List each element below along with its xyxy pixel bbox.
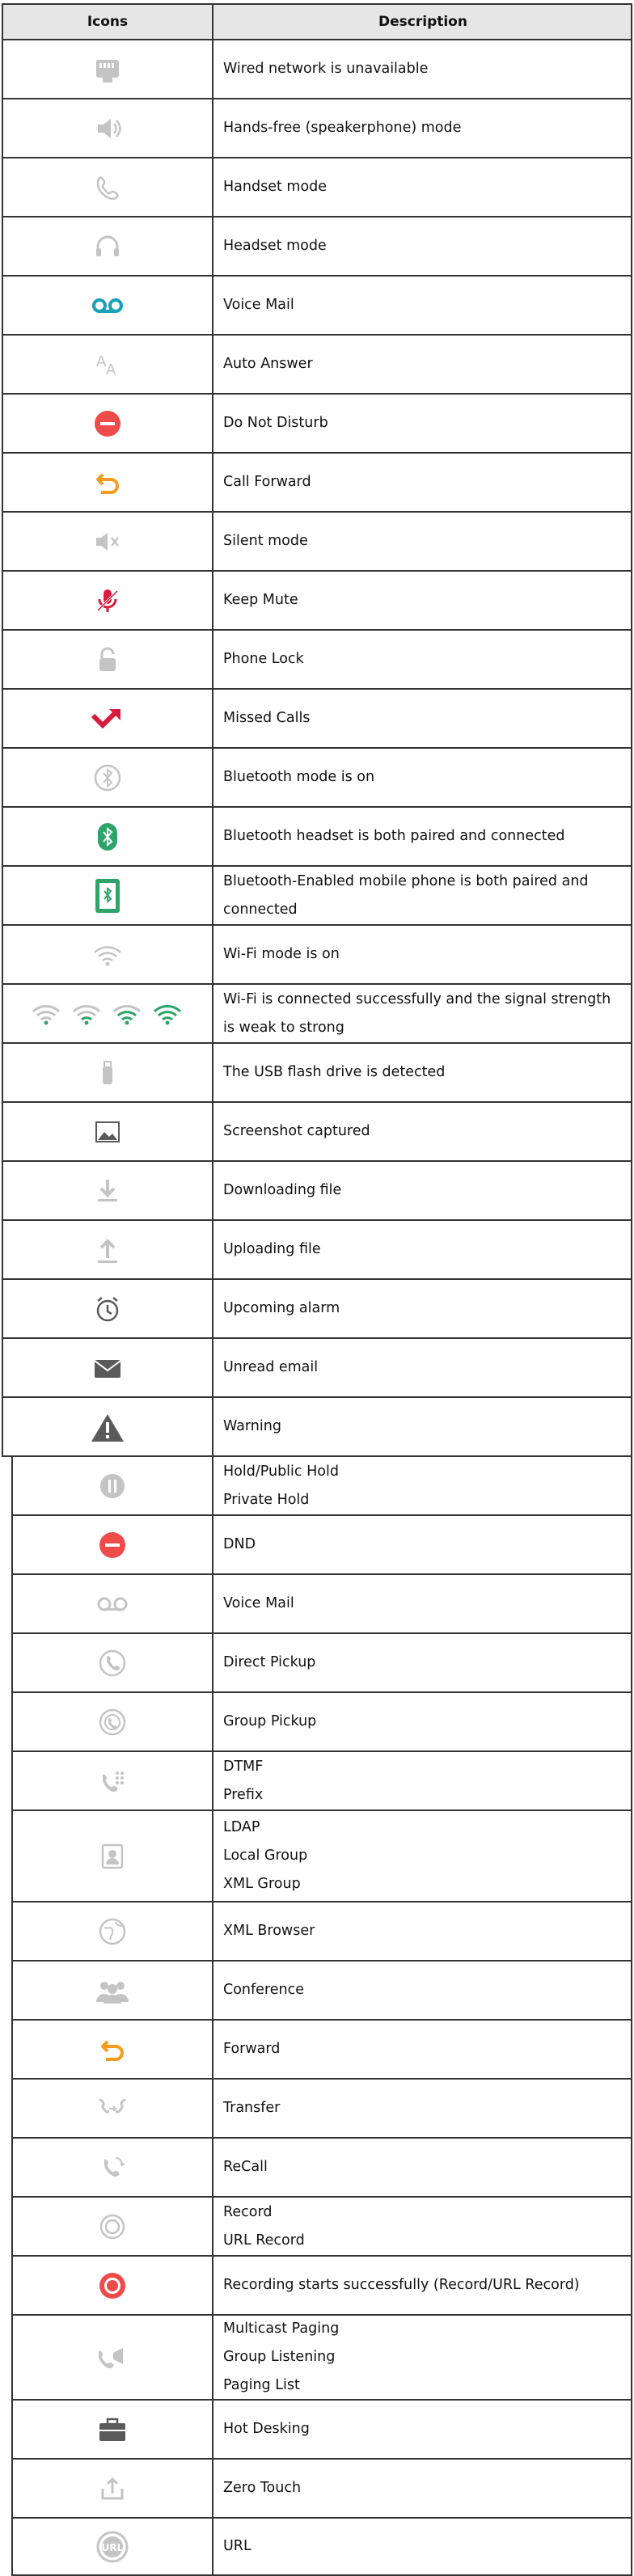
table-row <box>2 808 632 867</box>
bluetooth-on-icon <box>91 762 124 794</box>
icon-cell <box>13 1811 212 1901</box>
description-text: Do Not Disturb <box>223 415 328 431</box>
description-text: Group Listening <box>223 2349 336 2365</box>
description-text: Hot Desking <box>223 2421 310 2437</box>
description-cell <box>212 454 631 511</box>
group-pickup-icon <box>96 1706 129 1738</box>
description-text: Headset mode <box>223 238 327 254</box>
description-text: Keep Mute <box>223 592 298 608</box>
icon-cell <box>13 2460 212 2517</box>
contact-directory-icon <box>96 1840 129 1873</box>
table-row <box>2 395 632 454</box>
table-row <box>11 2460 632 2519</box>
table-row <box>2 1398 632 1457</box>
icon-cell <box>3 99 212 157</box>
keep-mute-icon <box>91 585 124 617</box>
description-column-header: Description <box>212 5 632 39</box>
svg-text:A: A <box>96 353 107 370</box>
description-text: Bluetooth mode is on <box>223 769 375 785</box>
auto-answer-icon <box>91 348 124 381</box>
table-row <box>11 2139 632 2198</box>
description-text: Hold/Public Hold <box>223 1463 339 1480</box>
table-row <box>2 867 632 926</box>
table-row <box>2 926 632 985</box>
description-text: Phone Lock <box>223 651 304 667</box>
description-cell <box>212 158 631 216</box>
description-cell <box>212 2316 631 2399</box>
warning-icon <box>90 1411 125 1443</box>
description-text: Record <box>223 2203 273 2220</box>
description-cell <box>212 217 631 275</box>
description-text: Call Forward <box>223 474 311 490</box>
description-text: Wi-Fi mode is on <box>223 946 340 962</box>
description-text: Local Group <box>223 1848 308 1864</box>
description-cell <box>212 1516 631 1573</box>
description-cell <box>212 2460 631 2517</box>
icon-cell <box>3 217 212 275</box>
description-cell <box>212 1811 631 1901</box>
svg-text:URL: URL <box>101 2541 124 2553</box>
icon-cell <box>3 1103 212 1160</box>
description-cell <box>212 2257 631 2314</box>
description-text: is weak to strong <box>223 1019 344 1036</box>
table-row <box>11 1634 632 1693</box>
upload-icon <box>91 1234 124 1266</box>
phone-lock-icon <box>91 644 124 676</box>
description-text: Private Hold <box>223 1491 310 1508</box>
icon-cell <box>3 1162 212 1219</box>
description-text: Direct Pickup <box>223 1654 316 1670</box>
description-text: Unread email <box>223 1359 319 1375</box>
description-text: LDAP <box>223 1819 260 1835</box>
table-row <box>2 1221 632 1280</box>
description-cell <box>212 690 631 747</box>
description-cell <box>212 985 631 1042</box>
description-cell <box>212 2080 631 2137</box>
description-text: DTMF <box>223 1758 264 1775</box>
table-row <box>11 1575 632 1634</box>
description-text: Multicast Paging <box>223 2321 340 2337</box>
icon-cell <box>3 926 212 983</box>
paging-icon <box>92 2342 133 2374</box>
table-row <box>2 277 632 336</box>
recording-active-icon <box>96 2270 129 2302</box>
icon-cell <box>3 336 212 393</box>
description-cell <box>212 2401 631 2458</box>
hold-icon <box>96 1470 129 1502</box>
table-row <box>2 336 632 395</box>
bluetooth-mobile-icon <box>94 877 121 914</box>
conference-icon <box>92 1974 133 2007</box>
xml-browser-icon <box>96 1915 129 1948</box>
description-text: Bluetooth headset is both paired and connected <box>223 828 565 844</box>
description-cell <box>212 1693 631 1750</box>
description-text: Group Pickup <box>223 1713 317 1729</box>
table-row <box>2 158 632 217</box>
wired-network-unavailable-icon <box>91 53 124 86</box>
table-row <box>11 2401 632 2460</box>
bluetooth-headset-icon <box>95 821 120 853</box>
table-row <box>11 2080 632 2139</box>
description-text: Bluetooth-Enabled mobile phone is both paired and <box>223 872 589 889</box>
table-header-row <box>2 3 632 40</box>
hot-desking-icon <box>95 2413 130 2446</box>
voicemail-gray-icon <box>95 1592 130 1616</box>
call-forward-icon <box>91 467 124 499</box>
description-text: Uploading file <box>223 1241 321 1257</box>
icon-cell <box>3 808 212 865</box>
table-row <box>2 99 632 158</box>
description-cell <box>212 1103 631 1160</box>
forward-icon <box>96 2033 129 2066</box>
icon-cell <box>3 631 212 688</box>
wifi-signal-level-icon <box>151 1002 185 1026</box>
silent-mode-icon <box>91 526 124 558</box>
description-text: Hands-free (speakerphone) mode <box>223 120 462 136</box>
table-row <box>2 1103 632 1162</box>
icon-cell <box>13 1575 212 1632</box>
icon-cell <box>13 1634 212 1691</box>
icons-column-header: Icons <box>87 14 129 30</box>
table-row <box>11 1752 632 1811</box>
wifi-strength-icons <box>30 1002 185 1026</box>
description-cell <box>212 336 631 393</box>
icon-cell <box>3 513 212 570</box>
description-text: Voice Mail <box>223 1595 294 1611</box>
direct-pickup-icon <box>96 1647 129 1679</box>
table-row <box>2 1162 632 1221</box>
wifi-signal-level-icon <box>111 1002 145 1026</box>
description-text: DND <box>223 1536 256 1552</box>
table-row <box>2 690 632 749</box>
table-row <box>11 1962 632 2021</box>
description-text: Missed Calls <box>223 710 311 726</box>
voicemail-icon <box>90 293 125 318</box>
table-row <box>2 454 632 513</box>
email-icon <box>91 1353 124 1383</box>
icon-cell <box>3 40 212 98</box>
description-text: Transfer <box>223 2100 281 2116</box>
table-row <box>2 985 632 1044</box>
description-text: Voice Mail <box>223 297 294 313</box>
icon-cell <box>13 2401 212 2458</box>
do-not-disturb-icon <box>93 409 122 438</box>
dnd-icon <box>98 1531 127 1560</box>
description-cell <box>212 1280 631 1337</box>
icon-cell <box>13 1516 212 1573</box>
description-cell <box>212 2198 631 2255</box>
description-cell <box>212 1339 631 1396</box>
description-text: Silent mode <box>223 533 308 549</box>
table-row <box>11 1693 632 1752</box>
description-text: Forward <box>223 2041 281 2057</box>
alarm-icon <box>91 1293 124 1325</box>
table-row <box>11 2316 632 2401</box>
icon-cell <box>3 1280 212 1337</box>
description-cell <box>212 749 631 806</box>
icon-cell <box>13 2021 212 2078</box>
description-cell <box>212 1221 631 1278</box>
description-cell <box>212 395 631 452</box>
description-text: Upcoming alarm <box>223 1300 340 1316</box>
icon-cell <box>3 1044 212 1101</box>
icon-cell <box>3 454 212 511</box>
description-cell <box>212 572 631 629</box>
description-cell <box>212 808 631 865</box>
description-cell <box>212 1398 631 1455</box>
icon-cell <box>3 277 212 334</box>
icon-cell <box>3 690 212 747</box>
table-row <box>2 1339 632 1398</box>
icon-cell <box>13 2519 212 2574</box>
headset-icon <box>91 230 124 263</box>
icon-cell <box>3 158 212 216</box>
description-text: Screenshot captured <box>223 1123 370 1139</box>
description-text: URL Record <box>223 2232 305 2249</box>
icon-cell <box>3 395 212 452</box>
description-text: ReCall <box>223 2159 268 2175</box>
transfer-icon <box>95 2092 130 2125</box>
wifi-signal-level-icon <box>70 1002 104 1026</box>
icon-cell <box>13 1752 212 1810</box>
table-row <box>11 1811 632 1902</box>
wifi-on-icon <box>91 943 124 967</box>
icon-cell <box>13 1902 212 1960</box>
description-text: Zero Touch <box>223 2480 302 2496</box>
description-cell <box>212 631 631 688</box>
description-text: Paging List <box>223 2377 300 2393</box>
description-cell <box>212 513 631 570</box>
icon-cell <box>13 2080 212 2137</box>
description-cell <box>212 1575 631 1632</box>
icon-cell <box>3 1221 212 1278</box>
icon-cell <box>13 2139 212 2196</box>
table-row <box>11 1902 632 1962</box>
table-row <box>2 572 632 631</box>
icon-cell <box>13 1693 212 1750</box>
description-cell <box>212 1457 631 1514</box>
table-row <box>2 631 632 690</box>
table-row <box>11 2021 632 2080</box>
description-text: Prefix <box>223 1786 264 1803</box>
description-text: Handset mode <box>223 179 328 195</box>
description-cell <box>212 1162 631 1219</box>
icon-cell <box>3 749 212 806</box>
icon-cell <box>3 1339 212 1396</box>
description-text: Warning <box>223 1418 281 1434</box>
icon-cell <box>13 2198 212 2255</box>
table-row <box>2 40 632 99</box>
usb-drive-icon <box>95 1057 120 1089</box>
description-cell <box>212 99 631 157</box>
table-row <box>2 513 632 572</box>
icon-cell <box>13 1962 212 2019</box>
screenshot-icon <box>91 1117 124 1147</box>
icon-cell <box>3 572 212 629</box>
description-text: Auto Answer <box>223 356 313 372</box>
description-cell <box>212 1962 631 2019</box>
description-cell <box>212 277 631 334</box>
table-row <box>11 2198 632 2257</box>
icon-cell <box>3 1398 212 1455</box>
description-text: The USB flash drive is detected <box>223 1064 446 1080</box>
svg-text:A: A <box>106 361 116 378</box>
description-text: connected <box>223 901 298 918</box>
handset-icon <box>91 171 124 204</box>
description-cell <box>212 867 631 924</box>
description-cell <box>212 40 631 98</box>
table-row <box>2 1280 632 1339</box>
download-icon <box>91 1175 124 1207</box>
description-cell <box>212 2021 631 2078</box>
icon-cell <box>13 2316 212 2399</box>
description-text: XML Browser <box>223 1923 315 1939</box>
description-text: Conference <box>223 1982 305 1998</box>
recall-icon <box>96 2152 129 2184</box>
table-row <box>11 2257 632 2316</box>
description-cell <box>212 2519 631 2574</box>
description-cell <box>212 1044 631 1101</box>
description-cell <box>212 926 631 983</box>
description-cell <box>212 1634 631 1691</box>
icon-cell <box>13 2257 212 2314</box>
icon-cell <box>3 867 212 924</box>
description-text: URL <box>223 2538 251 2554</box>
missed-calls-icon <box>90 704 125 733</box>
table-row <box>11 1457 632 1516</box>
speaker-icon <box>91 112 124 145</box>
description-text: Recording starts successfully (Record/URL Record) <box>223 2277 580 2293</box>
wifi-signal-level-icon <box>30 1002 64 1026</box>
description-cell <box>212 1752 631 1810</box>
description-text: Wired network is unavailable <box>223 61 429 77</box>
zero-touch-icon <box>96 2473 129 2505</box>
table-row <box>2 749 632 808</box>
description-cell <box>212 2139 631 2196</box>
description-cell <box>212 1902 631 1960</box>
description-text: XML Group <box>223 1876 301 1892</box>
table-row <box>11 2519 632 2576</box>
table-row <box>11 1516 632 1575</box>
url-icon <box>95 2529 130 2565</box>
record-icon <box>96 2211 129 2243</box>
description-text: Downloading file <box>223 1182 342 1198</box>
table-row <box>2 1044 632 1103</box>
dtmf-icon <box>96 1765 129 1797</box>
icon-cell <box>3 985 212 1042</box>
icon-cell <box>13 1457 212 1514</box>
table-row <box>2 217 632 277</box>
description-text: Wi-Fi is connected successfully and the signal strength <box>223 990 611 1007</box>
